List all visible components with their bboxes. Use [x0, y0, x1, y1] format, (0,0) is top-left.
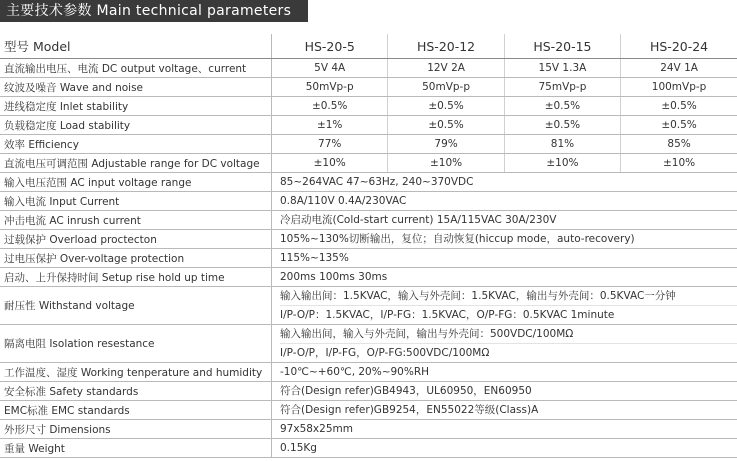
model-name: HS-20-12	[388, 34, 504, 59]
spec-label: 启动、上升保持时间 Setup rise hold up time	[0, 268, 272, 287]
spec-value	[272, 249, 737, 268]
spec-label: 外形尺寸 Dimensions	[0, 420, 272, 439]
spec-label: 负载稳定度 Load stability	[0, 116, 272, 135]
spec-value: ±1%	[272, 116, 388, 135]
spec-value: 50mVp-p	[272, 78, 388, 97]
spec-value	[272, 173, 737, 192]
spec-label: 过载保护 Overload proctecton	[0, 230, 272, 249]
spec-row	[0, 420, 737, 439]
spec-row	[0, 173, 737, 192]
spec-label: 过电压保护 Over-voltage protection	[0, 249, 272, 268]
spec-value: ±0.5%	[504, 97, 620, 116]
spec-value: 81%	[504, 135, 620, 154]
spec-value-line: 冷启动电流(Cold-start current) 15A/115VAC 30A/230V	[280, 214, 557, 226]
spec-value	[272, 230, 737, 249]
spec-label: 工作温度、湿度 Working tenperature and humidity	[0, 363, 272, 382]
spec-value: 77%	[272, 135, 388, 154]
spec-row	[0, 363, 737, 382]
model-name: HS-20-5	[272, 34, 388, 59]
spec-value	[272, 211, 737, 230]
spec-value: ±10%	[621, 154, 737, 173]
spec-value-line: 输入输出间，输入与外壳间，输出与外壳间：500VDC/100MΩ	[280, 328, 574, 340]
spec-value: ±0.5%	[621, 97, 737, 116]
section-title-bar	[0, 0, 308, 22]
model-name: HS-20-15	[504, 34, 620, 59]
spec-value: 50mVp-p	[388, 78, 504, 97]
spec-row	[0, 211, 737, 230]
spec-value-line: 0.15Kg	[280, 442, 317, 454]
spec-label: 进线稳定度 Inlet stability	[0, 97, 272, 116]
spec-value	[272, 420, 737, 439]
spec-value: 79%	[388, 135, 504, 154]
spec-value-line: 输入输出间：1.5KVAC，输入与外壳间：1.5KVAC，输出与外壳间：0.5KVAC一分钟	[280, 290, 676, 302]
spec-value-line: I/P-O/P：1.5KVAC，I/P-FG：1.5KVAC，O/P-FG：0.5KVAC 1minute	[280, 305, 737, 324]
spec-value-line: 97x58x25mm	[280, 423, 353, 435]
model-name: HS-20-24	[621, 34, 737, 59]
spec-row	[0, 287, 737, 325]
spec-value	[272, 287, 737, 325]
spec-value-line: 符合(Design refer)GB9254，EN55022等级(Class)A	[280, 404, 539, 416]
spec-value: ±0.5%	[272, 97, 388, 116]
spec-value: ±10%	[272, 154, 388, 173]
spec-value-line: -10℃~+60℃, 20%~90%RH	[280, 366, 430, 378]
spec-row	[0, 230, 737, 249]
spec-value	[272, 439, 737, 458]
spec-value: 85%	[621, 135, 737, 154]
spec-value: 75mVp-p	[504, 78, 620, 97]
spec-value: 12V 2A	[388, 59, 504, 78]
spec-label: 输入电流 Input Current	[0, 192, 272, 211]
spec-label: 纹波及噪音 Wave and noise	[0, 78, 272, 97]
spec-value-line: 符合(Design refer)GB4943，UL60950，EN60950	[280, 385, 532, 397]
spec-value-line: I/P-O/P，I/P-FG，O/P-FG:500VDC/100MΩ	[280, 343, 737, 362]
spec-label: 安全标准 Safety standards	[0, 382, 272, 401]
spec-row	[0, 135, 737, 154]
spec-label: 输入电压范围 AC input voltage range	[0, 173, 272, 192]
spec-label: 冲击电流 AC inrush current	[0, 211, 272, 230]
spec-label: 直流输出电压、电流 DC output voltage、current	[0, 59, 272, 78]
spec-value: ±0.5%	[388, 116, 504, 135]
spec-value: ±10%	[504, 154, 620, 173]
spec-value-line: 105%~130%切断输出，复位；自动恢复(hiccup mode，auto-recovery)	[280, 233, 635, 245]
spec-label: 效率 Efficiency	[0, 135, 272, 154]
spec-table	[0, 34, 737, 458]
spec-value: ±0.5%	[504, 116, 620, 135]
spec-value	[272, 325, 737, 363]
spec-value: ±0.5%	[388, 97, 504, 116]
spec-label: EMC标准 EMC standards	[0, 401, 272, 420]
spec-value: 100mVp-p	[621, 78, 737, 97]
spec-value	[272, 363, 737, 382]
spec-value	[272, 192, 737, 211]
spec-value: ±10%	[388, 154, 504, 173]
spec-value-line: 0.8A/110V 0.4A/230VAC	[280, 195, 407, 207]
spec-row	[0, 382, 737, 401]
spec-value: 24V 1A	[621, 59, 737, 78]
spec-value-line: 115%~135%	[280, 252, 349, 264]
spec-value	[272, 382, 737, 401]
spec-row	[0, 401, 737, 420]
spec-table-body	[0, 34, 737, 458]
spec-label: 直流电压可调范围 Adjustable range for DC voltage	[0, 154, 272, 173]
spec-value-line: 85~264VAC 47~63Hz, 240~370VDC	[280, 176, 474, 188]
spec-row	[0, 78, 737, 97]
section-title: 主要技术参数 Main technical parameters	[6, 3, 292, 19]
spec-row	[0, 192, 737, 211]
spec-value: ±0.5%	[621, 116, 737, 135]
model-row	[0, 34, 737, 59]
spec-row	[0, 439, 737, 458]
model-label: 型号 Model	[0, 34, 272, 59]
spec-row	[0, 249, 737, 268]
spec-row	[0, 325, 737, 363]
spec-label: 隔离电阻 Isolation resestance	[0, 325, 272, 363]
spec-row	[0, 116, 737, 135]
spec-row	[0, 59, 737, 78]
spec-value: 5V 4A	[272, 59, 388, 78]
spec-value	[272, 401, 737, 420]
spec-row	[0, 154, 737, 173]
spec-row	[0, 268, 737, 287]
spec-value	[272, 268, 737, 287]
spec-row	[0, 97, 737, 116]
spec-value: 15V 1.3A	[504, 59, 620, 78]
spec-label: 重量 Weight	[0, 439, 272, 458]
spec-value-line: 200ms 100ms 30ms	[280, 271, 388, 283]
spec-label: 耐压性 Withstand voltage	[0, 287, 272, 325]
